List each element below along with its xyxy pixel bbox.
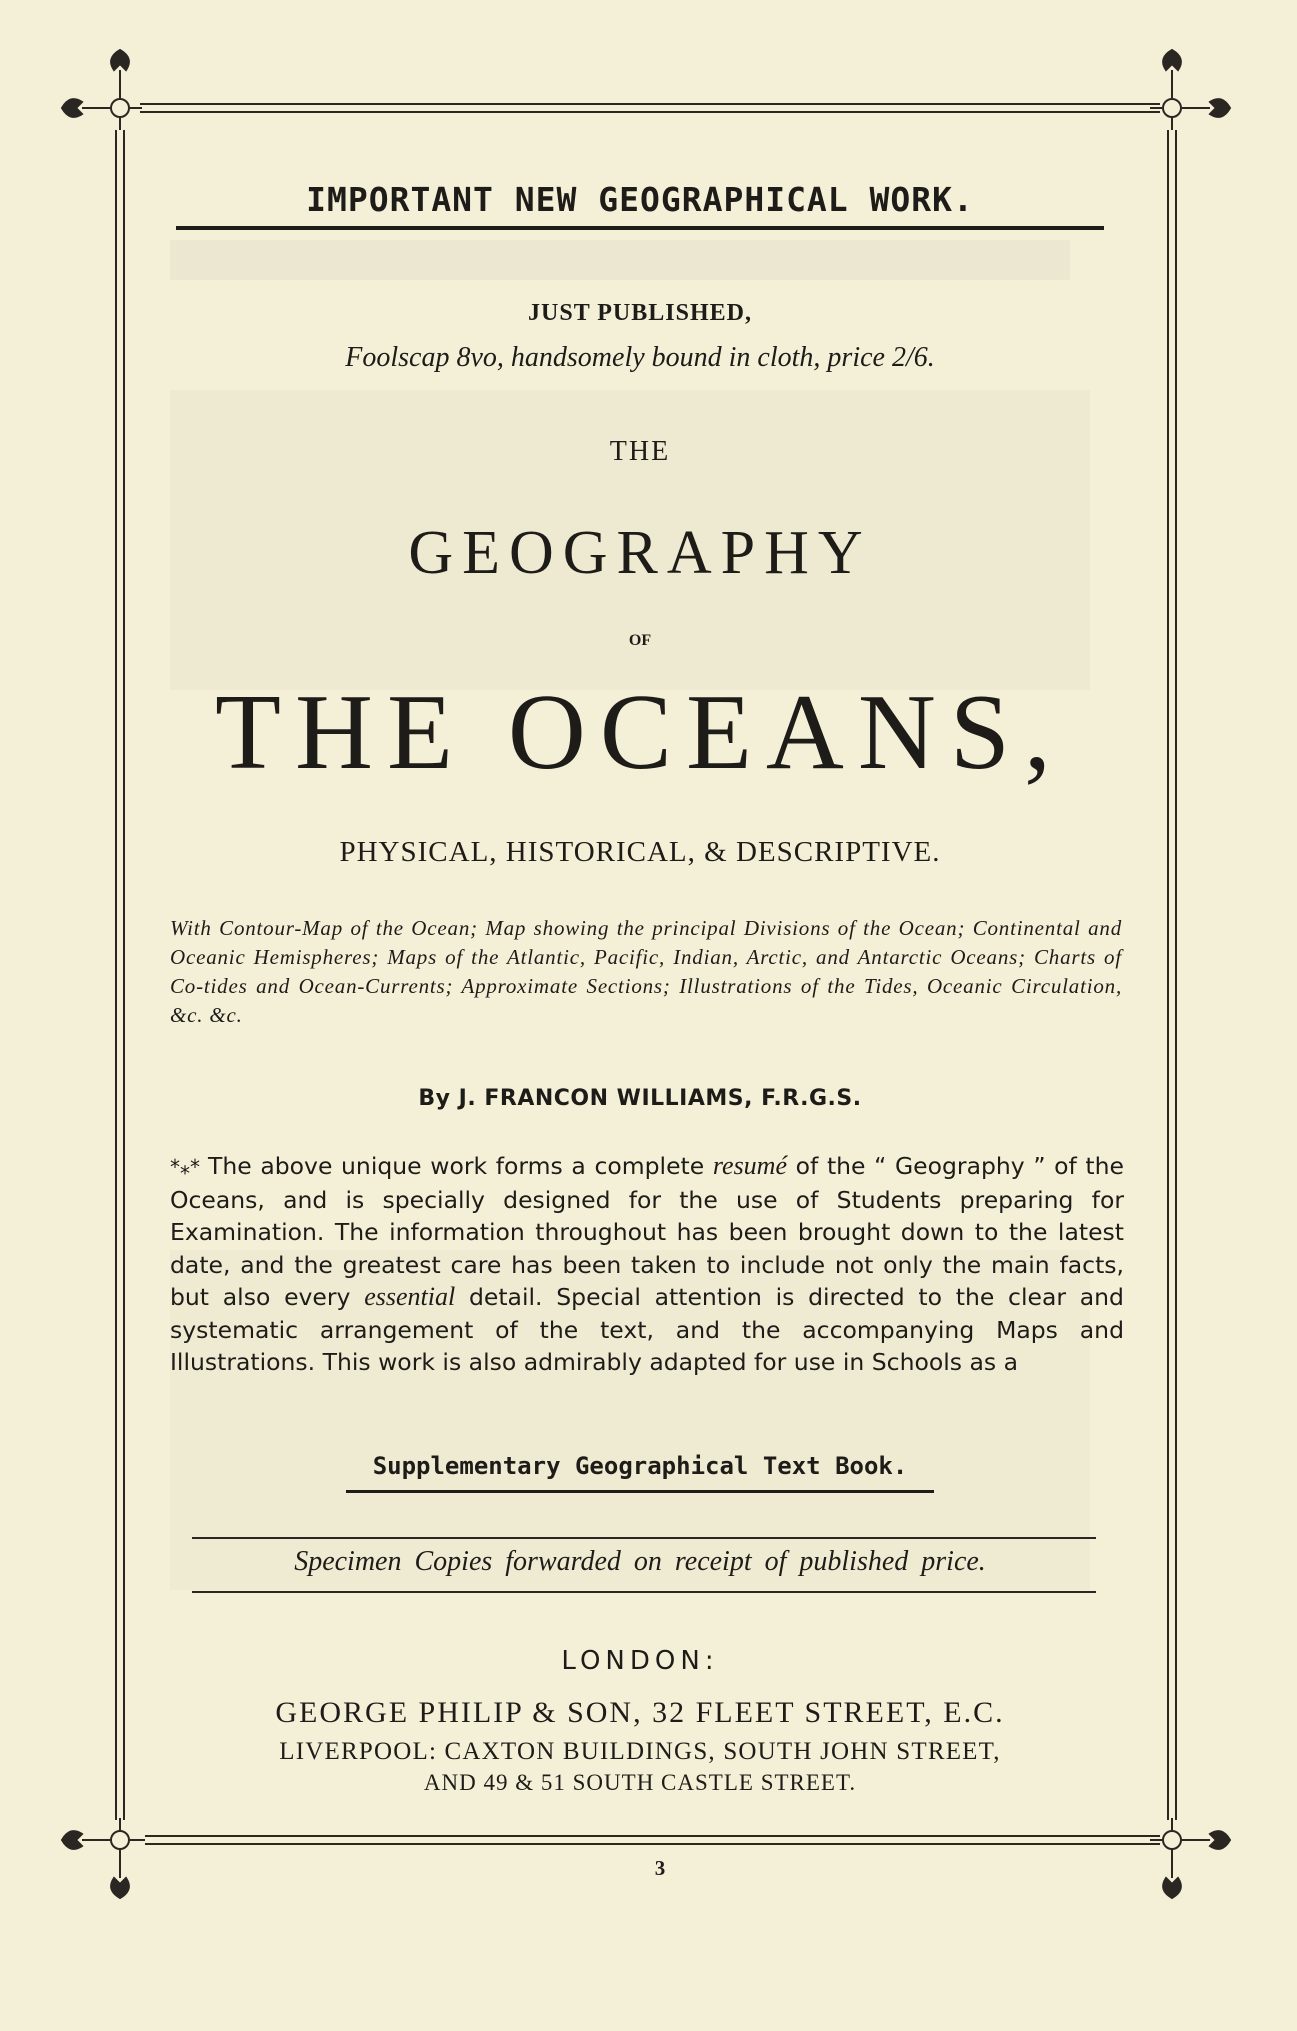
just-published-label: JUST PUBLISHED, bbox=[528, 300, 752, 326]
resume-word: resumé bbox=[712, 1151, 788, 1180]
title-geography: GEOGRAPHY bbox=[408, 519, 872, 587]
body-text-part-2: of the “ Geography ” of the Oceans, and is specially designed for the use of Students preparing for Examination. The information throughout has been brought down to the latest date, and the greatest care has been taken to include not only the main facts, but also every bbox=[170, 1152, 1124, 1311]
title-the-oceans: THE OCEANS, bbox=[215, 673, 1065, 792]
format-price-line: Foolscap 8vo, handsomely bound in cloth, price 2/6. bbox=[345, 342, 935, 373]
imprint-city: LONDON: bbox=[561, 1646, 719, 1676]
body-text-part-3: detail. Special attention is directed to the clear and systematic arrangement of the text, and the accompanying Maps and Illustrations. This work is also admirably adapted for use in Schools as a bbox=[170, 1283, 1124, 1376]
supplementary-text-book: Supplementary Geographical Text Book. bbox=[372, 1452, 908, 1480]
fleuron-icon bbox=[62, 1818, 145, 1898]
body-text-part-1: The above unique work forms a complete bbox=[208, 1152, 705, 1180]
title-the: THE bbox=[609, 436, 671, 467]
street-address: AND 49 & 51 SOUTH CASTLE STREET. bbox=[423, 1770, 857, 1795]
headline: IMPORTANT NEW GEOGRAPHICAL WORK. bbox=[306, 180, 974, 219]
subtitle: PHYSICAL, HISTORICAL, & DESCRIPTIVE. bbox=[339, 836, 941, 868]
headline-underline bbox=[176, 226, 1104, 230]
specimen-rule-bottom bbox=[192, 1591, 1096, 1593]
fleuron-icon bbox=[1150, 1818, 1230, 1898]
description-paragraph bbox=[170, 1150, 1124, 1379]
publisher-line: GEORGE PHILIP & SON, 32 FLEET STREET, E.C. bbox=[275, 1696, 1005, 1729]
fleuron-icon bbox=[62, 50, 142, 130]
asterism: *⁎* bbox=[170, 1155, 200, 1179]
essential-word: essential bbox=[364, 1282, 456, 1311]
specimen-copies-notice: Specimen Copies forwarded on receipt of published price. bbox=[294, 1546, 986, 1577]
fleuron-icon bbox=[1150, 50, 1230, 130]
specimen-rule-top bbox=[192, 1537, 1096, 1539]
supplementary-underline bbox=[346, 1490, 934, 1493]
title-of: OF bbox=[628, 632, 652, 649]
contents-description: With Contour-Map of the Ocean; Map showing the principal Divisions of the Ocean; Continental and Oceanic Hemispheres; Maps of the Atlantic, Pacific, Indian, Arctic, and Antarctic Oceans; Charts of Co-tides and Ocean-Currents; Approximate Sections; Illustrations of the Tides, Oceanic Circulation, &c. &c. bbox=[170, 916, 1122, 1027]
liverpool-address: LIVERPOOL: CAXTON BUILDINGS, SOUTH JOHN STREET, bbox=[279, 1738, 1001, 1765]
page-number: 3 bbox=[654, 1856, 666, 1880]
author-line: By J. FRANCON WILLIAMS, F.R.G.S. bbox=[418, 1086, 862, 1111]
